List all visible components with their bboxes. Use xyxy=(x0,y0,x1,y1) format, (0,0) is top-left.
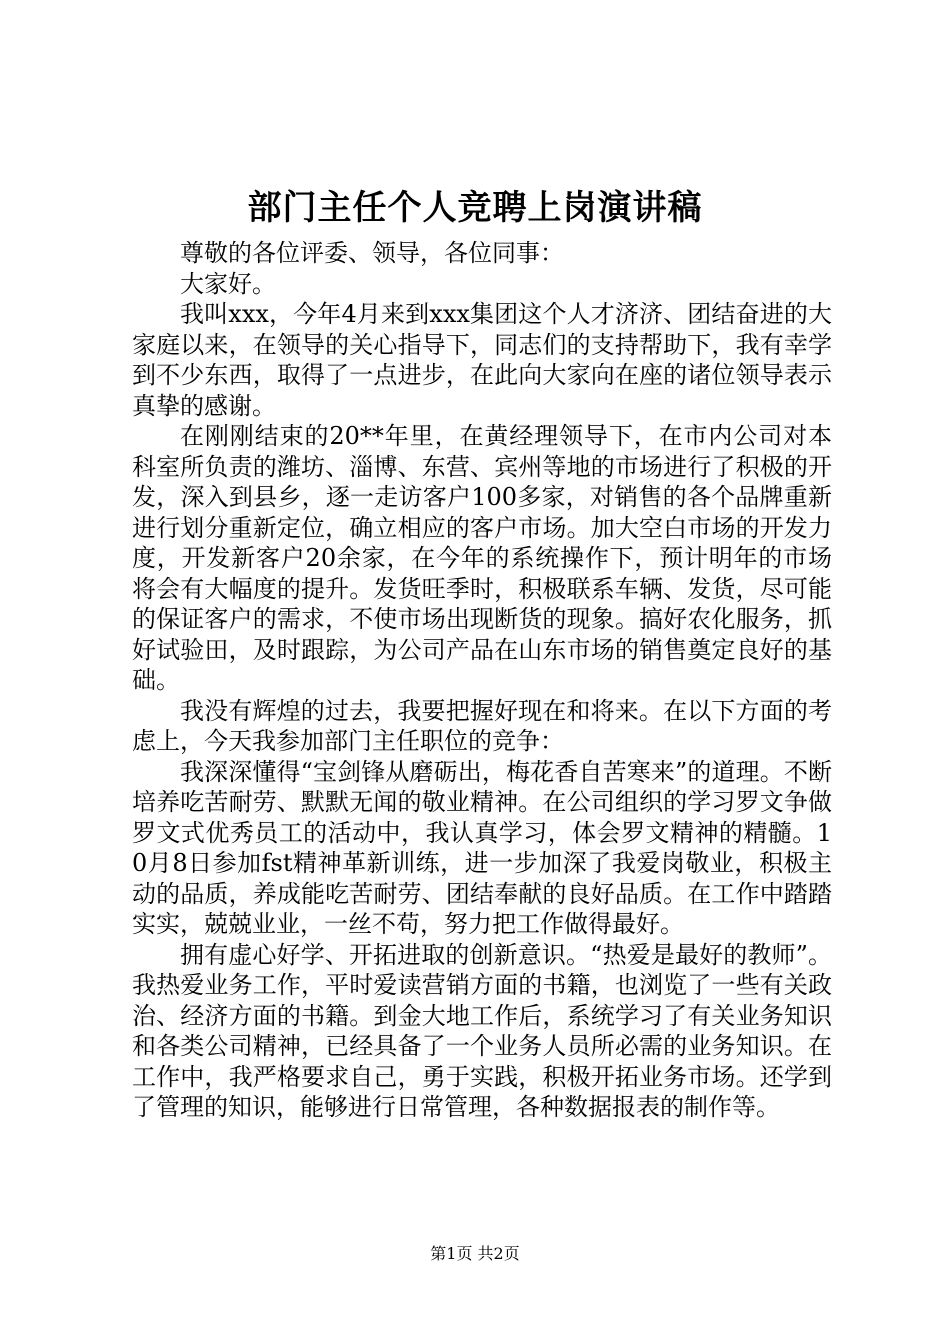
document-title: 部门主任个人竞聘上岗演讲稿 xyxy=(247,188,703,228)
paragraph-learning: 拥有虚心好学、开拓进取的创新意识。“热爱是最好的教师”。我热爱业务工作，平时爱读营销方面的书籍，也浏览了一些有关政治、经济方面的书籍。到金大地工作后，系统学习了有关业务知识和各类公司精神，已经具备了一个业务人员所必需的业务知识。在工作中，我严格要求自己，勇于实践，积极开拓业务市场。还学到了管理的知识，能够进行日常管理，各种数据报表的制作等。 xyxy=(132,940,832,1121)
paragraph-salutation: 尊敬的各位评委、领导，各位同事： xyxy=(180,239,564,267)
paragraph-introduction: 我叫xxx，今年4月来到xxx集团这个人才济济、团结奋进的大家庭以来，在领导的关心指导下，同志们的支持帮助下，我有幸学到不少东西，取得了一点进步，在此向大家向在座的诸位领导表示真挚的感谢。 xyxy=(132,300,832,420)
paragraph-dedication: 我深深懂得“宝剑锋从磨砺出，梅花香自苦寒来”的道理。不断培养吃苦耐劳、默默无闻的敬业精神。在公司组织的学习罗文争做罗文式优秀员工的活动中，我认真学习，体会罗文精神的精髓。10月8日参加fst精神革新训练，进一步加深了我爱岗敬业，积极主动的品质，养成能吃苦耐劳、团结奉献的良好品质。在工作中踏踏实实，兢兢业业，一丝不苟，努力把工作做得最好。 xyxy=(132,757,832,938)
paragraph-achievements: 在刚刚结束的20**年里，在黄经理领导下，在市内公司对本科室所负责的潍坊、淄博、东营、宾州等地的市场进行了积极的开发，深入到县乡，逐一走访客户100多家，对销售的各个品牌重新进行划分重新定位，确立相应的客户市场。加大空白市场的开发力度，开发新客户20余家，在今年的系统操作下，预计明年的市场将会有大幅度的提升。发货旺季时，积极联系车辆、发货，尽可能的保证客户的需求，不使市场出现断货的现象。搞好农化服务，抓好试验田，及时跟踪，为公司产品在山东市场的销售奠定良好的基础。 xyxy=(132,422,832,694)
document-body xyxy=(132,238,832,1123)
paragraph-greeting: 大家好。 xyxy=(180,269,276,298)
paragraph-motivation: 我没有辉煌的过去，我要把握好现在和将来。在以下方面的考虑上，今天我参加部门主任职位的竞争： xyxy=(132,696,832,755)
page-number-footer: 第1页 共2页 xyxy=(430,1244,520,1263)
